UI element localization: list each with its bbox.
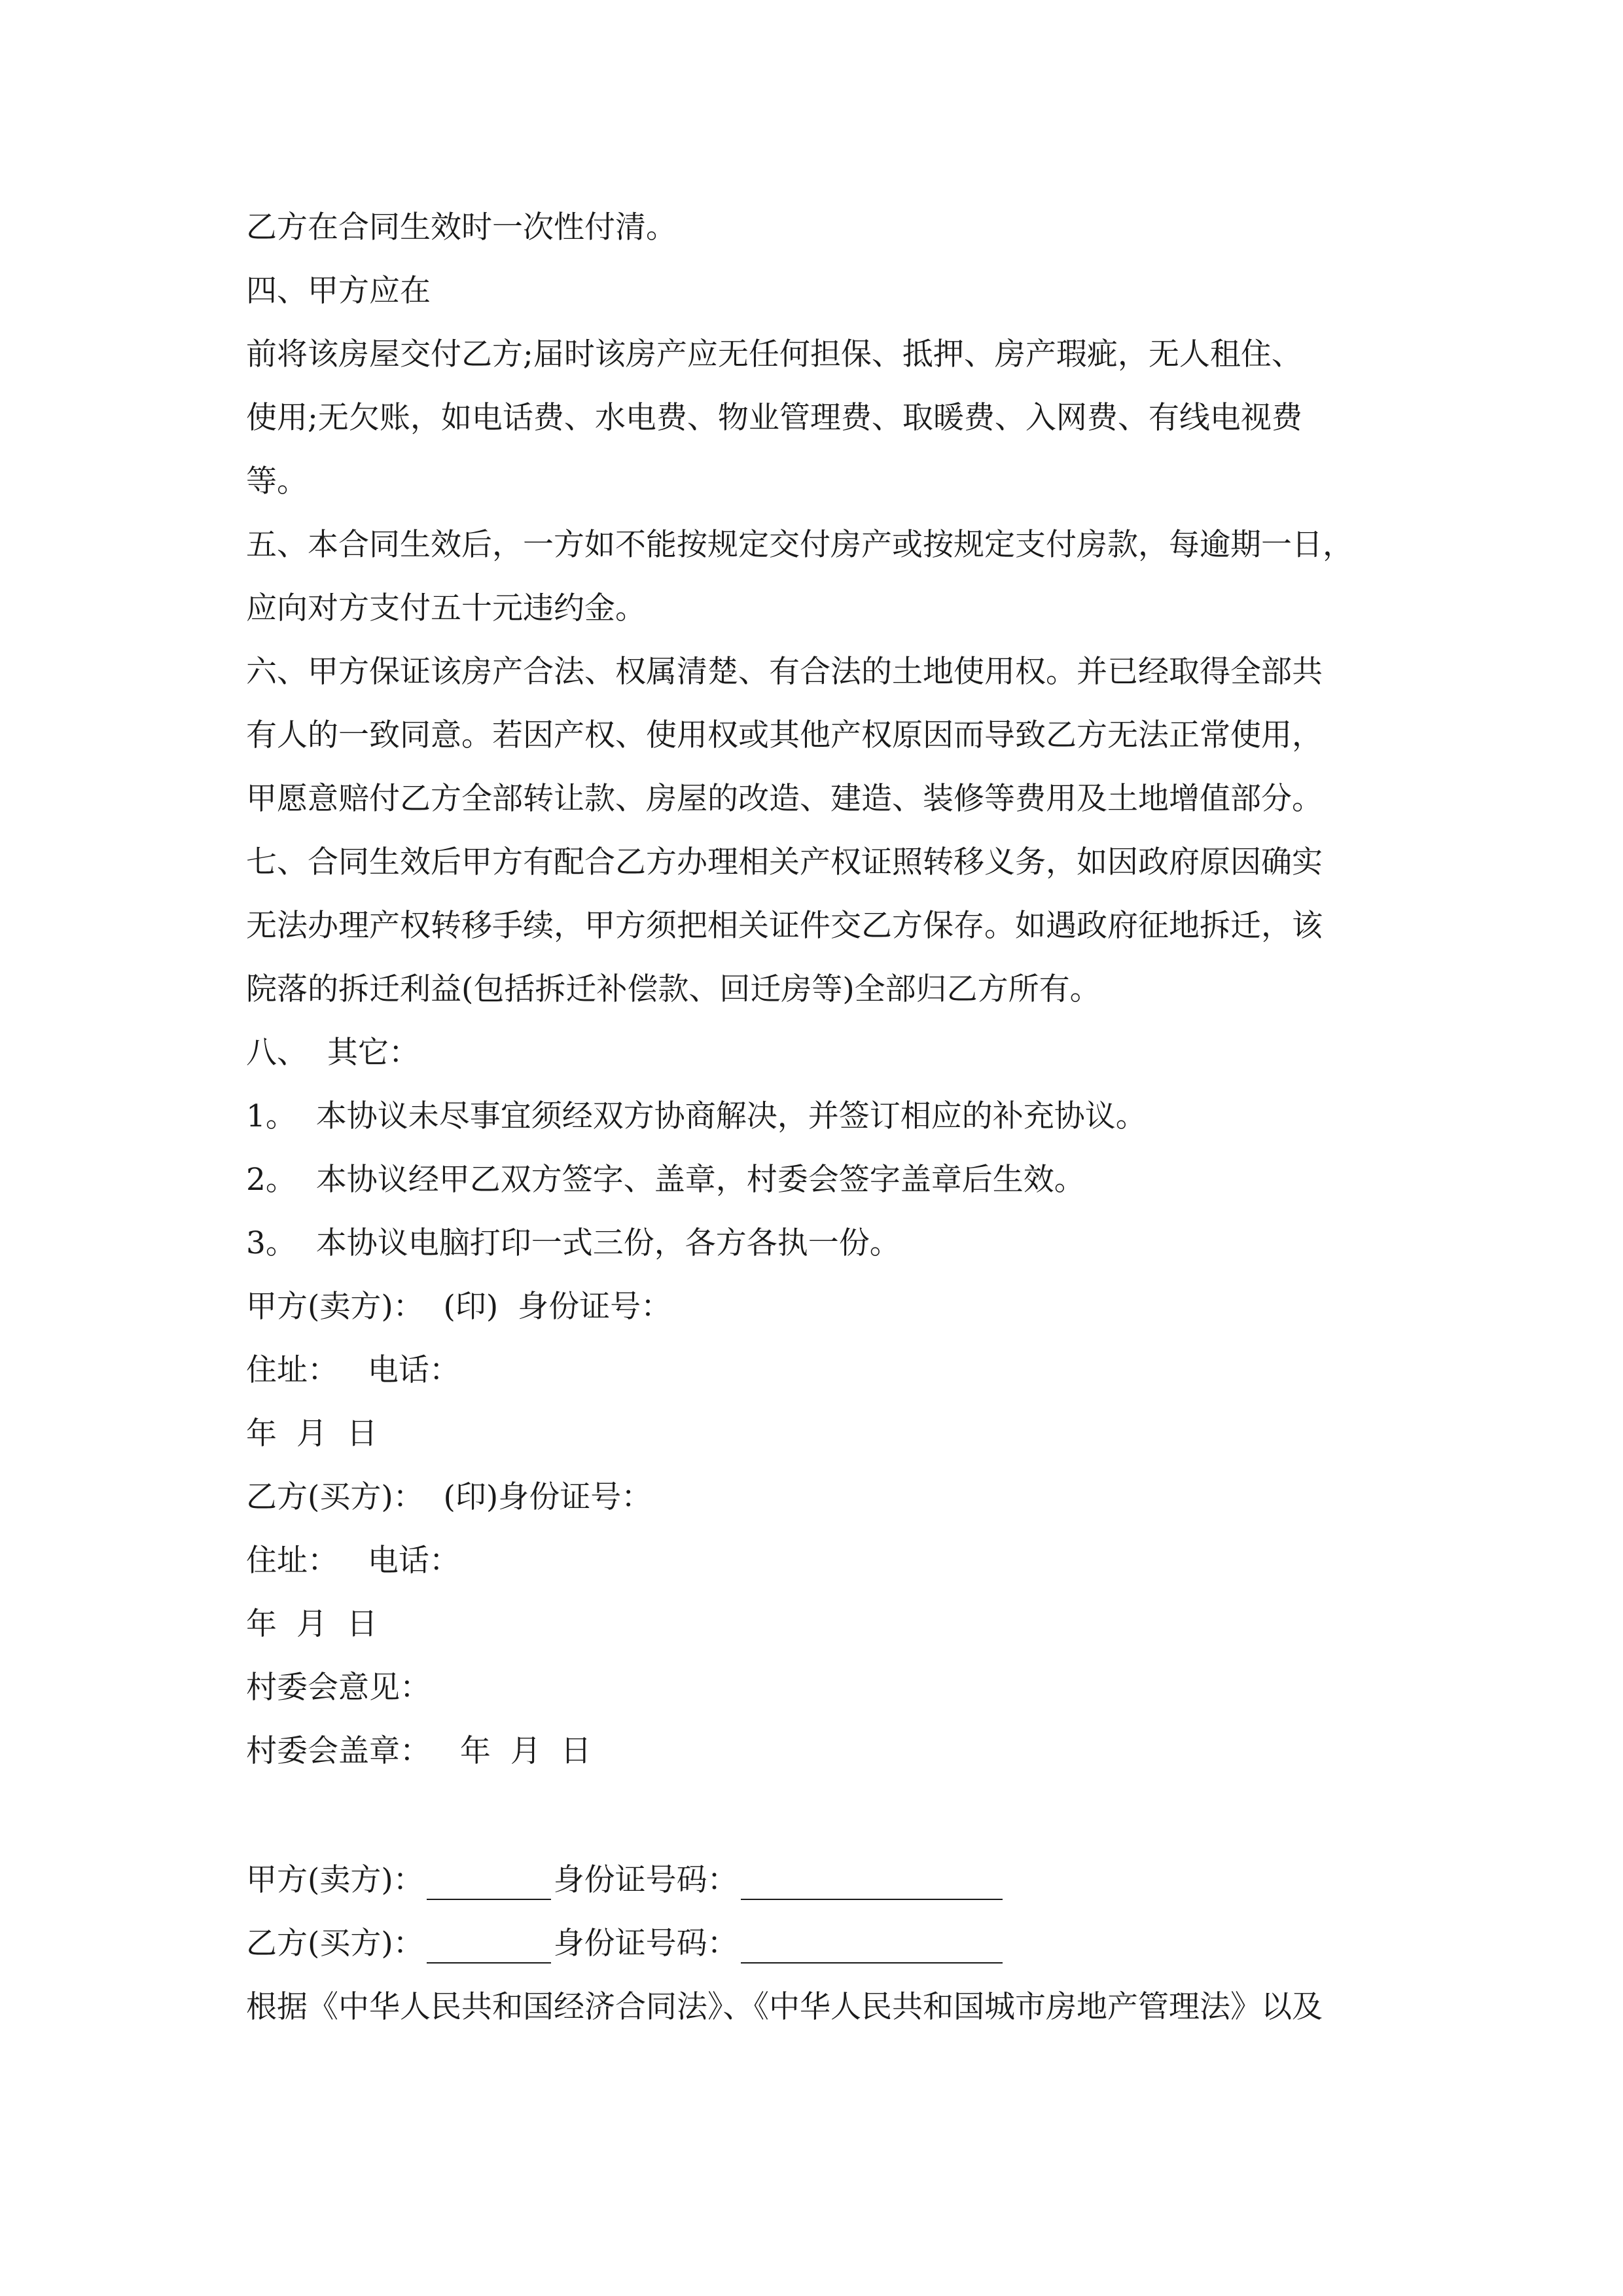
text-line: 四、甲方应在 — [246, 273, 431, 309]
text-line: 乙方在合同生效时一次性付清。 — [246, 209, 677, 245]
text-line: 七、合同生效后甲方有配合乙方办理相关产权证照转移义务，如因政府原因确实 — [246, 844, 1323, 880]
text-line: 年 月 日 — [246, 1416, 378, 1452]
text-line: 2。 本协议经甲乙双方签字、盖章，村委会签字盖章后生效。 — [246, 1162, 1085, 1198]
text-line: 使用;无欠账，如电话费、水电费、物业管理费、取暖费、入网费、有线电视费 — [246, 400, 1302, 436]
text-line: 甲愿意赔付乙方全部转让款、房屋的改造、建造、装修等费用及土地增值部分。 — [246, 781, 1323, 817]
text-line: 住址： 电话： — [246, 1352, 460, 1388]
text-line: 六、甲方保证该房产合法、权属清楚、有合法的土地使用权。并已经取得全部共 — [246, 654, 1323, 690]
text-line: 甲方(卖方)： (印) 身份证号： — [246, 1289, 672, 1325]
text-line: 有人的一致同意。若因产权、使用权或其他产权原因而导致乙方无法正常使用， — [246, 717, 1323, 753]
closing-line: 根据《中华人民共和国经济合同法》、《中华人民共和国城市房地产管理法》以及 — [246, 1989, 1323, 2025]
party-b-name-blank[interactable] — [427, 1929, 551, 1964]
text-line: 年 月 日 — [246, 1606, 378, 1642]
text-line: 1。 本协议未尽事宜须经双方协商解决，并签订相应的补充协议。 — [246, 1098, 1147, 1134]
text-line: 等。 — [246, 463, 308, 499]
party-b-signature-row — [246, 1924, 1411, 1964]
text-line: 前将该房屋交付乙方;届时该房产应无任何担保、抵押、房产瑕疵，无人租住、 — [246, 336, 1302, 372]
text-line: 院落的拆迁利益(包括拆迁补偿款、回迁房等)全部归乙方所有。 — [246, 971, 1101, 1007]
party-b-id-label: 身份证号码： — [553, 1926, 738, 1962]
text-line: 五、本合同生效后，一方如不能按规定交付房产或按规定支付房款，每逾期一日， — [246, 527, 1353, 563]
party-a-label: 甲方(卖方)： — [246, 1862, 424, 1898]
party-b-id-blank[interactable] — [741, 1929, 1003, 1964]
party-a-id-label: 身份证号码： — [553, 1862, 738, 1898]
text-line: 村委会盖章： 年 月 日 — [246, 1733, 592, 1769]
text-line: 八、 其它： — [246, 1035, 419, 1071]
party-a-name-blank[interactable] — [427, 1866, 551, 1900]
party-a-id-blank[interactable] — [741, 1866, 1003, 1900]
text-line: 3。 本协议电脑打印一式三份，各方各执一份。 — [246, 1225, 901, 1261]
party-b-label: 乙方(买方)： — [246, 1926, 424, 1962]
text-line: 村委会意见： — [246, 1670, 431, 1706]
party-a-signature-row — [246, 1861, 1411, 1900]
text-line: 住址： 电话： — [246, 1543, 460, 1579]
text-line: 乙方(买方)： (印)身份证号： — [246, 1479, 652, 1515]
text-line: 应向对方支付五十元违约金。 — [246, 590, 646, 626]
text-line: 无法办理产权转移手续，甲方须把相关证件交乙方保存。如遇政府征地拆迁，该 — [246, 908, 1323, 944]
